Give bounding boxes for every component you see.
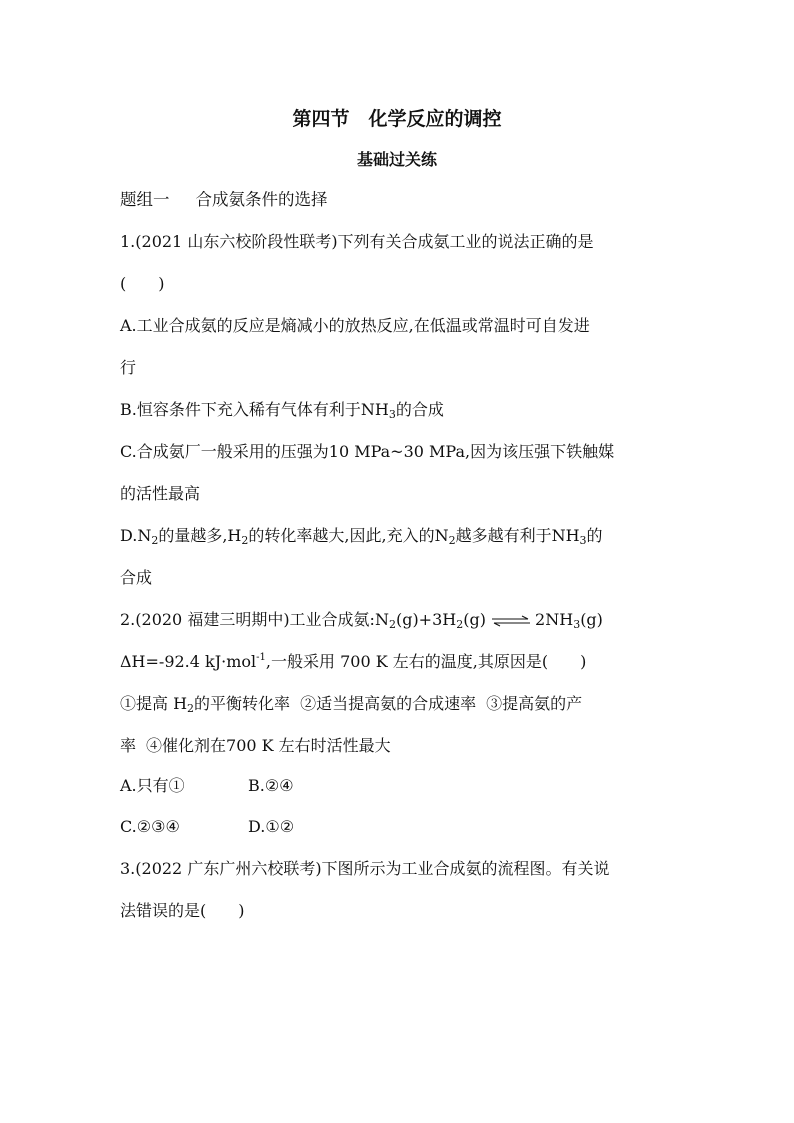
- text-run: ΔH=-92.4 kJ·mol: [120, 652, 257, 671]
- text-run: ①提高 H: [120, 694, 188, 713]
- subscript: 3: [388, 408, 396, 421]
- text-run: 2NH: [535, 610, 574, 629]
- subscript: 3: [579, 534, 587, 547]
- subscript: 3: [573, 618, 581, 631]
- group-label: 题组一: [120, 190, 170, 209]
- q1-option-d-line2: 合成: [120, 568, 153, 587]
- superscript: -1: [256, 652, 266, 663]
- q3-stem-line2: 法错误的是( ): [120, 901, 245, 920]
- q2-options-cd: [120, 816, 294, 838]
- text-run: 的: [586, 526, 603, 545]
- statement-4: ④催化剂在700 K 左右时活性最大: [146, 736, 391, 755]
- q2-statements-line1: [120, 693, 582, 715]
- subscript: 2: [241, 534, 249, 547]
- q1-answer-paren: ( ): [120, 274, 165, 293]
- text-run: 的合成: [395, 400, 444, 419]
- q2-option-d: D.①②: [248, 817, 295, 836]
- text-run: 2.(2020 福建三明期中)工业合成氨:N: [120, 610, 389, 629]
- q1-option-b: [120, 399, 444, 421]
- q3-stem-line1: 3.(2022 广东广州六校联考)下图所示为工业合成氨的流程图。有关说: [120, 859, 610, 878]
- text-run: ,一般采用 700 K 左右的温度,其原因是( ): [265, 652, 587, 671]
- text-run: (g): [580, 610, 603, 629]
- subscript: 2: [151, 534, 159, 547]
- section-subtitle: 基础过关练: [356, 150, 437, 169]
- q1-stem: 1.(2021 山东六校阶段性联考)下列有关合成氨工业的说法正确的是: [120, 232, 594, 251]
- q1-option-a-line1: A.工业合成氨的反应是熵减小的放热反应,在低温或常温时可自发进: [120, 316, 590, 335]
- q2-option-c: C.②③④: [120, 817, 180, 836]
- subscript: 2: [456, 618, 464, 631]
- subscript: 2: [187, 702, 195, 715]
- q1-option-a-line2: 行: [120, 358, 137, 377]
- text-run: NH: [360, 400, 389, 419]
- text-run: 越多越有利于NH: [455, 526, 580, 545]
- q1-option-d-line1: [120, 525, 603, 547]
- section-title: 第四节 化学反应的调控: [292, 108, 502, 130]
- text-run: (g)+3H: [395, 610, 457, 629]
- text-run: 的平衡转化率: [194, 694, 291, 713]
- text-run: B.恒容条件下充入稀有气体有利于: [120, 400, 361, 419]
- statement-2: ②适当提高氨的合成速率: [300, 694, 477, 713]
- text-run: 的转化率越大,因此,充入的N: [248, 526, 449, 545]
- subscript: 2: [388, 618, 396, 631]
- q2-option-a: A.只有①: [120, 776, 185, 795]
- group-name: 合成氨条件的选择: [195, 190, 328, 209]
- q2-stem-line2: [120, 651, 586, 673]
- statement-3: ③提高氨的产: [486, 694, 583, 713]
- text-run: 的量越多,H: [158, 526, 242, 545]
- q2-options-ab: [120, 775, 294, 797]
- equilibrium-arrow-icon: [491, 615, 531, 627]
- text-run: D.N: [120, 526, 152, 545]
- q1-option-c-line1: C.合成氨厂一般采用的压强为10 MPa~30 MPa,因为该压强下铁触媒: [120, 442, 615, 461]
- q2-statements-line2: [120, 735, 391, 757]
- text-run: (g): [463, 610, 486, 629]
- q1-option-c-line2: 的活性最高: [120, 484, 201, 503]
- text-run: 率: [120, 736, 137, 755]
- group-heading: [120, 189, 328, 211]
- subscript: 2: [448, 534, 456, 547]
- q2-stem-line1: [120, 609, 603, 631]
- q2-option-b: B.②④: [248, 776, 294, 795]
